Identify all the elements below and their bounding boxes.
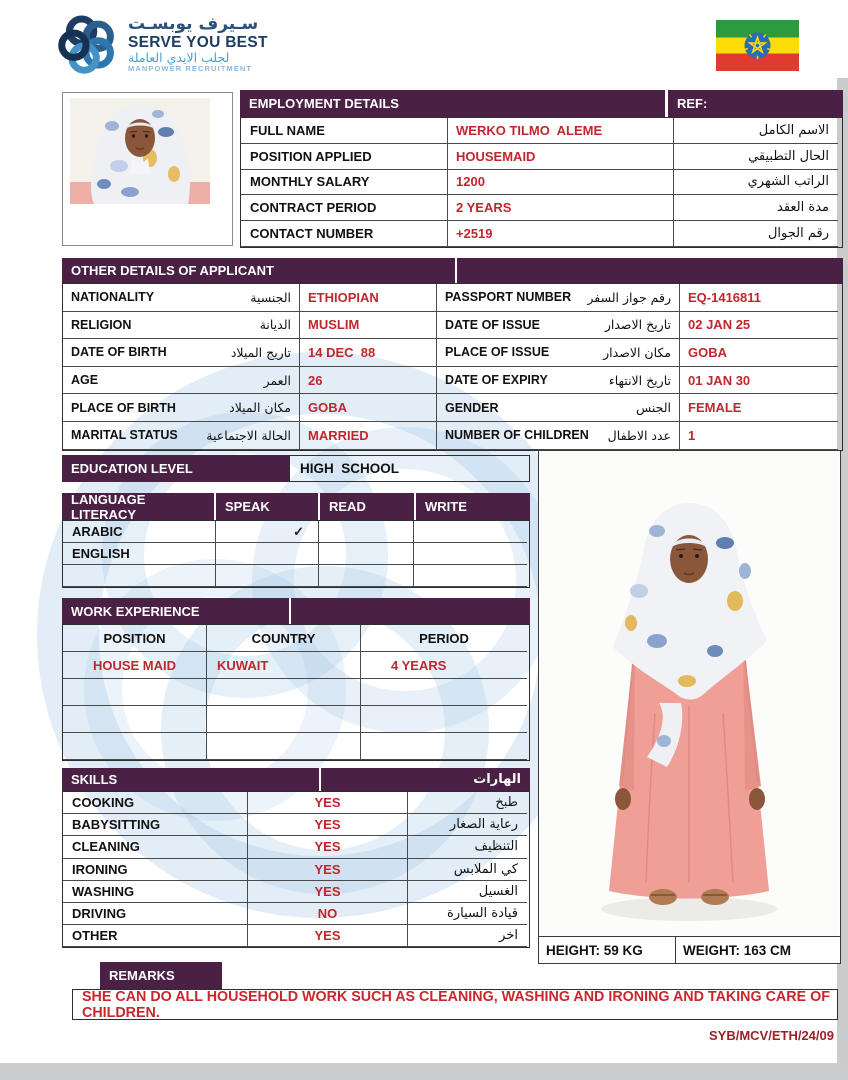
work-country: [207, 706, 361, 733]
field-label: DATE OF ISSUE: [445, 317, 540, 332]
field-label-arabic: الحال التطبيقي: [674, 144, 838, 170]
height-label: HEIGHT: 59 KG: [539, 937, 676, 963]
field-value: MUSLIM: [300, 312, 437, 340]
speak-cell: [216, 565, 319, 587]
skill-name: OTHER: [63, 925, 248, 947]
work-country: [207, 679, 361, 706]
field-value: WERKO TILMO ALEME: [448, 118, 674, 144]
work-period: 4 YEARS: [361, 652, 527, 679]
ethiopia-flag-icon: [716, 20, 799, 76]
field-label: FULL NAME: [241, 118, 448, 144]
field-label-arabic: الاسم الكامل: [674, 118, 838, 144]
field-label-arabic: الراتب الشهري: [674, 170, 838, 196]
field-value: 14 DEC 88: [300, 339, 437, 367]
field-value: GOBA: [300, 394, 437, 422]
skill-value: NO: [248, 903, 408, 925]
other-details-table: [62, 258, 843, 451]
field-value: FEMALE: [680, 394, 838, 422]
read-cell: [319, 521, 414, 543]
work-position: HOUSE MAID: [63, 652, 207, 679]
field-value: MARRIED: [300, 422, 437, 450]
employment-details-table: [240, 90, 843, 248]
language-name: ENGLISH: [63, 543, 216, 565]
field-label: PLACE OF BIRTH: [71, 400, 176, 415]
field-label: CONTACT NUMBER: [241, 221, 448, 247]
skill-name-arabic: رعاية الصغار: [408, 814, 527, 836]
remarks-title: REMARKS: [100, 962, 222, 989]
field-label-arabic: مكان الميلاد: [229, 400, 291, 416]
skill-name-arabic: الغسيل: [408, 881, 527, 903]
skill-value: YES: [248, 836, 408, 858]
column-header: LANGUAGE LITERACY: [62, 493, 214, 520]
field-label-arabic: تاريج الميلاد: [230, 344, 291, 360]
field-label-arabic: رقم جواز السفر: [587, 289, 671, 305]
field-label: DATE OF BIRTH: [71, 345, 167, 360]
field-label: POSITION APPLIED: [241, 144, 448, 170]
skill-name: COOKING: [63, 792, 248, 814]
language-literacy-table: [62, 493, 530, 588]
applicant-full-length-image: [539, 451, 840, 936]
brand-name-english: SERVE YOU BEST: [128, 33, 268, 51]
column-header: PERIOD: [361, 625, 527, 652]
work-position: [63, 706, 207, 733]
skills-title: SKILLS: [62, 768, 319, 791]
field-value: ETHIOPIAN: [300, 284, 437, 312]
work-period: [361, 733, 527, 760]
field-label-arabic: مدة العقد: [674, 195, 838, 221]
field-value: 1200: [448, 170, 674, 196]
work-position: [63, 679, 207, 706]
applicant-portrait-image: [70, 98, 210, 204]
brand-name-arabic: سـيرف يوبسـت: [128, 13, 259, 34]
field-label: PASSPORT NUMBER: [445, 290, 572, 305]
field-label-arabic: تاريخ الانتهاء: [608, 372, 671, 388]
work-experience-title-spacer: [291, 598, 530, 624]
skill-name-arabic: قيادة السيارة: [408, 903, 527, 925]
column-header: SPEAK: [216, 493, 318, 520]
skill-name-arabic: اخر: [408, 925, 527, 947]
brand-tagline-arabic: لجلب الايدي العاملة: [128, 50, 230, 65]
applicant-photo-small: [62, 92, 233, 246]
brand-tagline-english: MANPOWER RECRUITMENT: [128, 64, 253, 73]
field-label-arabic: الحالة الاجتماعية: [206, 427, 291, 443]
write-cell: [414, 565, 527, 587]
field-label: GENDER: [445, 400, 499, 415]
skill-name: WASHING: [63, 881, 248, 903]
field-label: MONTHLY SALARY: [241, 170, 448, 196]
skills-table: [62, 768, 530, 948]
field-label-arabic: الديانة: [259, 317, 291, 333]
skill-value: YES: [248, 881, 408, 903]
write-cell: [414, 521, 527, 543]
field-label: AGE: [71, 373, 99, 388]
work-country: [207, 733, 361, 760]
column-header: COUNTRY: [207, 625, 361, 652]
skill-value: YES: [248, 814, 408, 836]
ref-label: REF:: [668, 90, 843, 117]
field-value: 02 JAN 25: [680, 312, 838, 340]
field-label-arabic: عدد الاطفال: [607, 427, 671, 443]
other-details-title: OTHER DETAILS OF APPLICANT: [62, 258, 455, 283]
language-name: ARABIC: [63, 521, 216, 543]
field-label: MARITAL STATUS: [71, 428, 178, 443]
write-cell: [414, 543, 527, 565]
field-value: GOBA: [680, 339, 838, 367]
field-label: NATIONALITY: [71, 290, 155, 305]
field-value: +2519: [448, 221, 674, 247]
skill-value: YES: [248, 792, 408, 814]
field-label-arabic: مكان الاصدار: [603, 344, 671, 360]
remarks-text: SHE CAN DO ALL HOUSEHOLD WORK SUCH AS CLEANING, WASHING AND IRONING AND TAKING CARE OF CHILDREN.: [72, 989, 838, 1020]
skills-title-arabic: الهارات: [321, 768, 530, 791]
field-label: RELIGION: [71, 317, 132, 332]
scan-edge-bottom: [0, 1063, 848, 1080]
speak-cell: [216, 543, 319, 565]
field-label-arabic: الجنسية: [250, 289, 291, 305]
skill-name: CLEANING: [63, 836, 248, 858]
field-label-arabic: رقم الجوال: [674, 221, 838, 247]
employment-details-title: EMPLOYMENT DETAILS: [240, 90, 665, 117]
skill-name-arabic: طبخ: [408, 792, 527, 814]
skill-name: BABYSITTING: [63, 814, 248, 836]
skill-name: DRIVING: [63, 903, 248, 925]
work-position: [63, 733, 207, 760]
field-value: HOUSEMAID: [448, 144, 674, 170]
skill-value: YES: [248, 925, 408, 947]
speak-checkmark: ✓: [216, 521, 319, 543]
work-period: [361, 679, 527, 706]
applicant-photo-large-panel: [538, 450, 841, 964]
weight-label: WEIGHT: 163 CM: [683, 942, 792, 958]
field-label: PLACE OF ISSUE: [445, 345, 550, 360]
work-period: [361, 706, 527, 733]
field-value: 2 YEARS: [448, 195, 674, 221]
read-cell: [319, 565, 414, 587]
field-value: 1: [680, 422, 838, 450]
read-cell: [319, 543, 414, 565]
column-header: POSITION: [63, 625, 207, 652]
skill-name-arabic: كي الملابس: [408, 859, 527, 881]
field-value: 01 JAN 30: [680, 367, 838, 395]
field-value: 26: [300, 367, 437, 395]
column-header: WRITE: [416, 493, 530, 520]
work-experience-title: WORK EXPERIENCE: [62, 598, 289, 624]
document-reference-code: SYB/MCV/ETH/24/09: [709, 1028, 834, 1043]
field-label-arabic: العمر: [263, 372, 291, 388]
work-country: KUWAIT: [207, 652, 361, 679]
brand-header: [56, 12, 356, 76]
language-name: [63, 565, 216, 587]
field-value: EQ-1416811: [680, 284, 838, 312]
brand-knot-logo-icon: [56, 12, 120, 76]
other-details-title-spacer: [457, 258, 843, 283]
skill-value: YES: [248, 859, 408, 881]
skill-name: IRONING: [63, 859, 248, 881]
education-level-value: HIGH SCHOOL: [289, 455, 530, 482]
column-header: READ: [320, 493, 414, 520]
field-label-arabic: الجنس: [635, 400, 671, 416]
education-level-label: EDUCATION LEVEL: [62, 455, 289, 482]
field-label: CONTRACT PERIOD: [241, 195, 448, 221]
skill-name-arabic: التنظيف: [408, 836, 527, 858]
work-experience-table: [62, 598, 530, 761]
field-label-arabic: تاريخ الاصدار: [604, 317, 671, 333]
field-label: DATE OF EXPIRY: [445, 373, 548, 388]
field-label: NUMBER OF CHILDREN: [445, 428, 589, 443]
